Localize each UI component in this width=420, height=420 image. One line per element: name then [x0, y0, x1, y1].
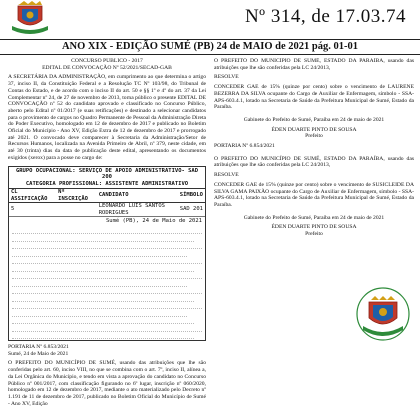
concurso-header: CONCURSO PÚBLICO - 2017 — [71, 58, 143, 64]
left-column — [8, 58, 206, 418]
col-simbolo: SÍMBOLO — [178, 189, 205, 203]
scan-group-header — [9, 167, 205, 190]
municipal-seal-icon — [355, 286, 411, 342]
table-header-row — [9, 189, 205, 203]
portaria-date: Sumé, 24 de Maio de 2021 — [8, 350, 69, 357]
scan-body-text — [9, 226, 205, 341]
signature-role-2: Prefeito — [305, 231, 323, 238]
scan-place-date: Sumé (PB), 24 de Maio de 2021 — [105, 218, 202, 225]
signature-role-1: Prefeito — [305, 133, 323, 140]
right-para-2: CONCEDER GAE de 15% (quinze por cento) sobre o vencimento de LAURENE BEZERRA DA SILVA ocupante do Cargo de Auxiliar de Enfermagem, símbolo - SSA-APS-603.4.1, lotado na Secretaria de Saúde da Prefeitura Municipal de Sumé, Estado da Paraíba. — [214, 84, 414, 111]
right-para-3: O PREFEITO DO MUNICÍPIO DE SUMÉ, ESTADO DA PARAÍBA, usando das atribuições que lhe são conferidas pela LC 24/2013, — [214, 155, 414, 169]
cell-simbolo: SAD 201 — [178, 203, 205, 217]
col-classificacao: CL ASSIFICAÇÃO — [9, 189, 56, 203]
resolve-1: RESOLVE — [214, 74, 239, 81]
resolve-2: RESOLVE — [214, 172, 239, 179]
municipal-crest-icon — [8, 0, 52, 34]
cell-inscricao — [56, 203, 97, 217]
signature-name-2: ÉDEN DUARTE PINTO DE SOUSA — [271, 224, 357, 231]
scan-group-line2: CATEGORIA PROFISSIONAL: ASSISTENTE ADMINISTRATIVO — [25, 180, 189, 187]
cell-classificacao: 5 — [9, 203, 56, 217]
masthead — [0, 0, 420, 38]
edital-title: EDITAL DE CONVOCAÇÃO Nº 52/2021/SECAD-GAB — [42, 64, 172, 71]
edition-line: ANO XIX - EDIÇÃO SUMÉ (PB) 24 de MAIO de 2021 pág. 01-01 — [0, 39, 420, 55]
gabinete-line-1: Gabinete do Prefeito de Sumé, Paraíba em 24 de maio de 2021 — [243, 116, 385, 123]
right-para-1: O PREFEITO DO MUNICÍPIO DE SUMÉ, ESTADO DA PARAÍBA, usando das atribuições que lhe são conferidas pela LC 24/2013, — [214, 58, 414, 71]
issue-number: Nº 314, de 17.03.74 — [244, 6, 406, 27]
gabinete-line-2: Gabinete do Prefeito de Sumé, Paraíba em 24 de maio de 2021 — [243, 214, 385, 221]
portaria-2-label: PORTARIA Nº 6.854/2021 — [214, 143, 275, 150]
right-column — [214, 58, 414, 418]
portaria-label: PORTARIA Nº 6.853/2021 — [8, 344, 69, 351]
col-candidato: CANDIDATO — [97, 189, 178, 203]
table-row — [9, 203, 205, 217]
edital-intro: A SECRETÁRIA DA ADMINISTRAÇÃO, em cumprimento ao que determina o artigo 37, inciso II, da Constituição Federal e a Resolução TC Nº 103/98, do Tribunal de Contas do Estado, e de acordo com o inciso II do art. 50 e §§ 1º e 4º do art. 37 da Lei Complementar nº 24, de 27 de novembro de 2013, torna público o presente EDITAL DE CONVOCAÇÃO nº 52 do candidato aprovado e classificado no Concurso Público, aberto pelo Edital nº 01/2017 (e suas retificações) e destinado a selecionar candidatos para o provimento de cargos no Quadro Permanente de Pessoal da Administração Direta do Poder Executivo, homologado em 12 de dezembro de 2017 e publicado no Boletim Oficial do Município - Ano XV, Edição Extra de 12 de dezembro de 2017 e prorrogado até 2021. O convocado deve comparecer à Secretaria da Administração/Setor de Recursos Humanos, localizada na Avenida Primeiro de Abril, nº 379, neste cidade, em até 30 (trinta) dias da data de publicação deste edital, apresentando os documentos exigidos (xerox) para a posse no cargo de: — [8, 74, 206, 161]
portaria-body: O PREFEITO DO MUNICÍPIO DE SUMÉ, usando das atribuições que lhe são conferidas pelo art. 60, inciso VIII, no que se combina com o art. 7º, inciso II, alínea a, da Lei Orgânica do Município, e tendo em vista a aprovação do candidato no Concurso Público nº 001/2017, com classificação figurando no 6º lugar, inscrição nº 060/2020, homologado em 12 de dezembro de 2017, mediante o ato materializado pelo Decreto nº 1.191 de 11 de dezembro de 2017, publicado no Boletim Oficial do Município de Sumé - Ano XV, Edição — [8, 360, 206, 407]
convocation-table-scan — [8, 166, 206, 342]
convocation-table — [9, 189, 205, 217]
col-inscricao: Nº INSCRIÇÃO — [56, 189, 97, 203]
signature-name-1: ÉDEN DUARTE PINTO DE SOUSA — [271, 126, 357, 133]
cell-candidato: LEONARDO LUIS SANTOS RODRIGUES — [97, 203, 178, 217]
right-para-4: CONCEDER GAE de 15% (quinze por cento) sobre o vencimento de SUSICLEIDE DA SILVA GAMA PAIXÃO ocupante do Cargo de Auxiliar de Enfermagem, símbolo - SSA-APS-603.4.1, lotado na Secretaria de Saúde da Prefeitura Municipal de Sumé, Estado da Paraíba. — [214, 181, 414, 208]
scan-group-line1: GRUPO OCUPACIONAL: SERVIÇO DE APOIO ADMINISTRATIVO- SAD 200 — [15, 167, 199, 181]
